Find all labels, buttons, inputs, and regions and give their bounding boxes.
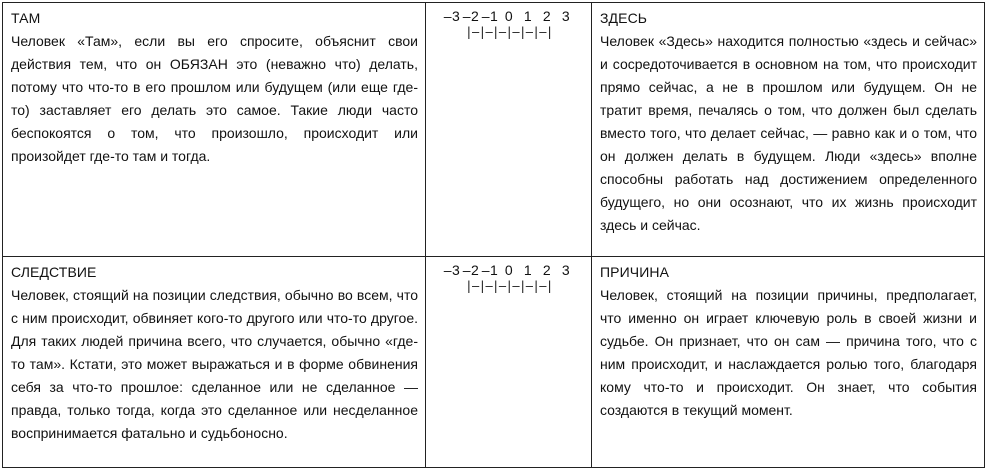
cell-text: Человек, стоящий на позиции следствия, обычно во всем, что с ним происходит, обвиняет кого-то другого или что-то другое. Для таких людей причина всего, что случается, обычно «где-то там». Кстати, это может выражаться и в форме обвинения себя за что-то прошлое: сделанное или не сделанное — правда, только тогда, когда это сделанное или несделанное воспринимается фатально и судьбоносно. <box>11 287 418 441</box>
cell-here <box>592 3 985 257</box>
scale-ticks: |—|—|—|—|—|—| <box>465 279 553 293</box>
scale-number: 3 <box>561 262 571 278</box>
cell-title: СЛЕДСТВИЕ <box>11 264 97 280</box>
cell-title: ЗДЕСЬ <box>600 10 648 26</box>
scale-number: –3 <box>443 8 461 24</box>
cell-cause <box>592 257 985 468</box>
scale-numbers <box>434 7 584 25</box>
scale-number: –1 <box>481 8 499 24</box>
scale-number: –2 <box>462 262 480 278</box>
scale-number: –2 <box>462 8 480 24</box>
scale-number: 3 <box>561 8 571 24</box>
cell-title: ТАМ <box>11 10 41 26</box>
cell-text: Человек, стоящий на позиции причины, предполагает, что именно он играет ключевую роль в своей жизни и судьбе. Он признает, что он сам — причина того, что с ним происходит, и наслаждается ролью того, благодаря кому что-то и происходит. Он знает, что события создаются в текущий момент. <box>600 287 977 418</box>
cell-title: ПРИЧИНА <box>600 264 670 280</box>
scale-number: 0 <box>504 8 514 24</box>
comparison-table <box>2 2 985 468</box>
scale-ticks: |—|—|—|—|—|—| <box>465 25 553 39</box>
table-row <box>3 257 985 468</box>
scale-number: –1 <box>481 262 499 278</box>
scale-number: 2 <box>542 262 552 278</box>
cell-there <box>3 3 426 257</box>
scale-number: –3 <box>443 262 461 278</box>
scale-number: 1 <box>523 262 533 278</box>
scale-number: 1 <box>523 8 533 24</box>
cell-text: Человек «Там», если вы его спросите, объяснит свои действия тем, что он ОБЯЗАН это (неважно что) делать, потому что что-то в его прошлом или будущем (или еще где-то) заставляет его делать это самое. Такие люди часто беспокоятся о том, что произошло, происходит или произойдет где-то там и тогда. <box>11 33 418 164</box>
rating-scale <box>426 257 592 468</box>
rating-scale <box>426 3 592 257</box>
scale-number: 0 <box>504 262 514 278</box>
table-row <box>3 3 985 257</box>
scale-numbers <box>434 261 584 279</box>
cell-effect <box>3 257 426 468</box>
cell-text: Человек «Здесь» находится полностью «здесь и сейчас» и сосредоточивается в основном на том, что происходит прямо сейчас, а не в прошлом или будущем. Он не тратит время, печалясь о том, что должен был сделать вместо того, что делает сейчас, — равно как и о том, что он должен делать в будущем. Люди «здесь» вполне способны работать над достижением определенного будущего, но они осознают, что их жизнь происходит здесь и сейчас. <box>600 33 977 233</box>
scale-number: 2 <box>542 8 552 24</box>
